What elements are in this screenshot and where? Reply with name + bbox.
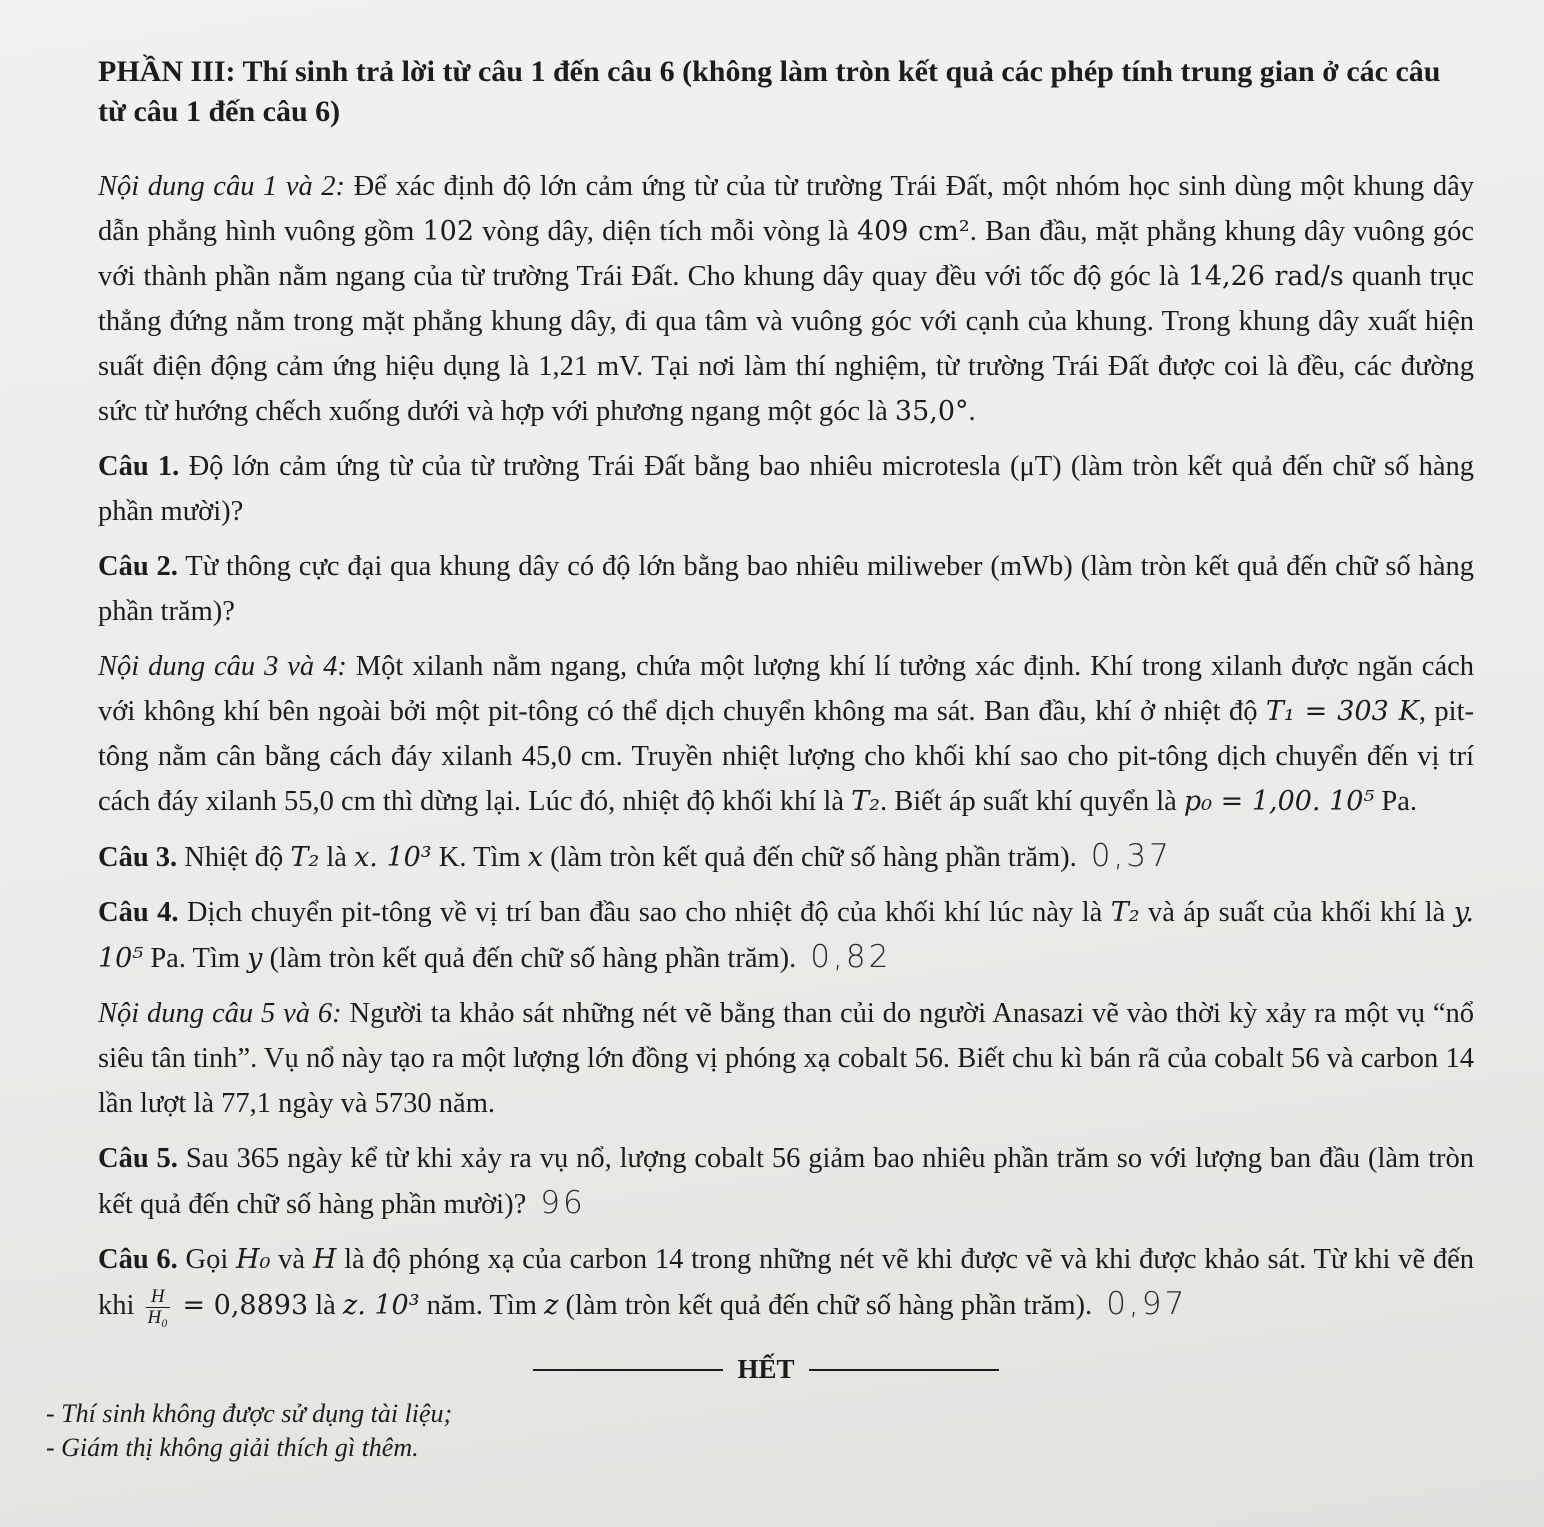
omega-value: 14,26 rad/s bbox=[1187, 261, 1344, 292]
group1-lead: Nội dung câu 1 và 2: bbox=[98, 171, 346, 202]
question-3-label: Câu 3. bbox=[98, 842, 178, 873]
t2-symbol: T₂ bbox=[851, 786, 880, 817]
question-6: Câu 6. Gọi H₀ và H là độ phóng xạ của carbon 14 trong những nét vẽ khi được vẽ và khi được khảo sát. Từ khi vẽ đến khi $\frac{H}{\text{H₀}}$ = 0,8893 là z. 10³ năm. Tìm z (làm tròn kết quả đến chữ số hàng phần trăm). 0,97 bbox=[98, 1244, 1475, 1328]
end-label: HẾT bbox=[737, 1354, 795, 1384]
angle-value: 35,0° bbox=[894, 396, 969, 427]
footer-note-1: - Thí sinh không được sử dụng tài liệu; bbox=[46, 1399, 453, 1428]
question-6-label: Câu 6. bbox=[98, 1244, 178, 1275]
group2-context: Nội dung câu 3 và 4: Một xilanh nằm ngang, chứa một lượng khí lí tưởng xác định. Khí trong xilanh được ngăn cách với không khí bên ngoài bởi một pit-tông có thể dịch chuyển không ma sát. Ban đầu, khí ở nhiệt độ T₁ = 303 K, pit-tông nằm cân bằng cách đáy xilanh 45,0 cm. Truyền nhiệt lượng cho khối khí sao cho pit-tông dịch chuyển đến vị trí cách đáy xilanh 55,0 cm thì dừng lại. Lúc đó, nhiệt độ khối khí là T₂. Biết áp suất khí quyển là p₀ = 1,00. 10⁵ Pa. bbox=[98, 651, 1475, 817]
area-value: 409 cm² bbox=[856, 216, 970, 247]
question-4-label: Câu 4. bbox=[98, 897, 179, 928]
question-5: Câu 5. Sau 365 ngày kể từ khi xảy ra vụ nổ, lượng cobalt 56 giảm bao nhiêu phần trăm so với lượng ban đầu (làm tròn kết quả đến chữ số hàng phần mười)? 96 bbox=[98, 1143, 1474, 1221]
turns-value: 102 bbox=[422, 216, 475, 247]
end-rule-right bbox=[809, 1369, 999, 1371]
footer-note-2: - Giám thị không giải thích gì thêm. bbox=[46, 1433, 419, 1462]
end-rule-left bbox=[533, 1369, 723, 1371]
end-marker bbox=[58, 1354, 1474, 1385]
t1-value: T₁ = 303 K bbox=[1265, 696, 1419, 727]
group1-context: Nội dung câu 1 và 2: Để xác định độ lớn cảm ứng từ của từ trường Trái Đất, một nhóm học sinh dùng một khung dây dẫn phẳng hình vuông gồm 102 vòng dây, diện tích mỗi vòng là 409 cm². Ban đầu, mặt phẳng khung dây vuông góc với thành phần nằm ngang của từ trường Trái Đất. Cho khung dây quay đều với tốc độ góc là 14,26 rad/s quanh trục thẳng đứng nằm trong mặt phẳng khung dây, đi qua tâm và vuông góc với cạnh của khung. Trong khung dây xuất hiện suất điện động cảm ứng hiệu dụng là 1,21 mV. Tại nơi làm thí nghiệm, từ trường Trái Đất được coi là đều, các đường sức từ hướng chếch xuống dưới và hợp với phương ngang một góc là 35,0°. bbox=[98, 171, 1475, 427]
question-2: Câu 2. Từ thông cực đại qua khung dây có độ lớn bằng bao nhiêu miliweber (mWb) (làm tròn kết quả đến chữ số hàng phần trăm)? bbox=[98, 551, 1475, 627]
handwritten-answer-6: 0,97 bbox=[1106, 1286, 1188, 1322]
footer-notes bbox=[46, 1397, 1474, 1465]
p0-value: p₀ = 1,00. 10⁵ bbox=[1183, 786, 1375, 817]
question-4: Câu 4. Dịch chuyển pit-tông về vị trí ban đầu sao cho nhiệt độ của khối khí lúc này là T₂ và áp suất của khối khí là y. 10⁵ Pa. Tìm y (làm tròn kết quả đến chữ số hàng phần trăm). 0,82 bbox=[98, 897, 1474, 975]
handwritten-answer-5: 96 bbox=[540, 1185, 586, 1221]
activity-ratio-fraction: $\frac{H}{\text{H₀}}$ bbox=[147, 1285, 168, 1328]
section-heading: PHẦN III: Thí sinh trả lời từ câu 1 đến câu 6 (không làm tròn kết quả các phép tính trung gian ở các câu từ câu 1 đến câu 6) bbox=[98, 55, 1441, 128]
question-1: Câu 1. Độ lớn cảm ứng từ của từ trường Trái Đất bằng bao nhiêu microtesla (μT) (làm tròn kết quả đến chữ số hàng phần mười)? bbox=[98, 451, 1474, 527]
handwritten-answer-4: 0,82 bbox=[810, 939, 892, 975]
group3-context: Nội dung câu 5 và 6: Người ta khảo sát những nét vẽ bằng than củi do người Anasazi vẽ vào thời kỳ xảy ra một vụ “nổ siêu tân tinh”. Vụ nổ này tạo ra một lượng lớn đồng vị phóng xạ cobalt 56. Biết chu kì bán rã của cobalt 56 và carbon 14 lần lượt là 77,1 ngày và 5730 năm. bbox=[98, 998, 1474, 1119]
group3-lead: Nội dung câu 5 và 6: bbox=[98, 998, 342, 1029]
question-3: Câu 3. Nhiệt độ T₂ là x. 10³ K. Tìm x (làm tròn kết quả đến chữ số hàng phần trăm). 0,37 bbox=[98, 838, 1172, 874]
question-5-label: Câu 5. bbox=[98, 1143, 178, 1174]
question-1-label: Câu 1. bbox=[98, 451, 180, 482]
group2-lead: Nội dung câu 3 và 4: bbox=[98, 651, 347, 682]
handwritten-answer-3: 0,37 bbox=[1090, 838, 1172, 874]
question-2-label: Câu 2. bbox=[98, 551, 178, 582]
